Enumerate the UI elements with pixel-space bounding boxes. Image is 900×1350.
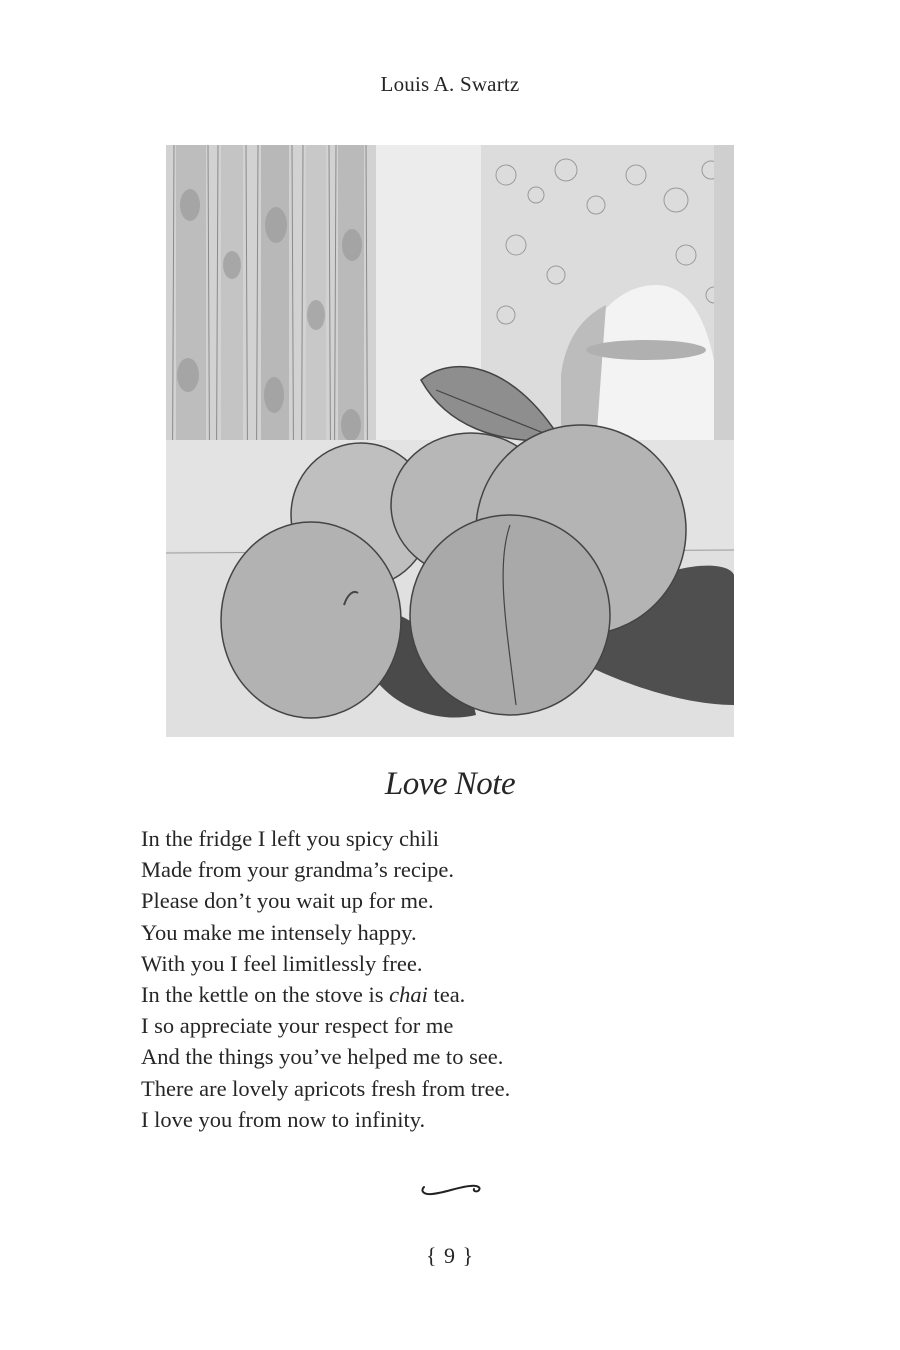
emphasized-word: chai [389,982,428,1008]
poem-line: In the fridge I left you spicy chili [141,826,440,851]
poem-line: You make me intensely happy. [141,919,417,945]
poem-line: And the things you’ve helped me to see. [141,1044,504,1070]
poem-line: Made from your grandma’s recipe. [141,857,455,883]
poem-body [141,823,761,1135]
apricots-illustration [166,145,734,737]
poem-line: There are lovely apricots fresh from tree. [141,1075,511,1101]
poem-line: Please don’t you wait up for me. [141,888,434,914]
poem-line: I love you from now to infinity. [141,1106,426,1132]
running-head-author: Louis A. Swartz [380,72,520,96]
poem-line: In the kettle on the stove is chai tea. [141,982,466,1008]
poem-line: With you I feel limitlessly free. [141,950,423,976]
poem-title: Love Note [384,766,516,802]
poem-line: I so appreciate your respect for me [141,1013,454,1039]
page-number: { 9 } [425,1243,475,1268]
swash-ornament-icon [418,1178,484,1200]
